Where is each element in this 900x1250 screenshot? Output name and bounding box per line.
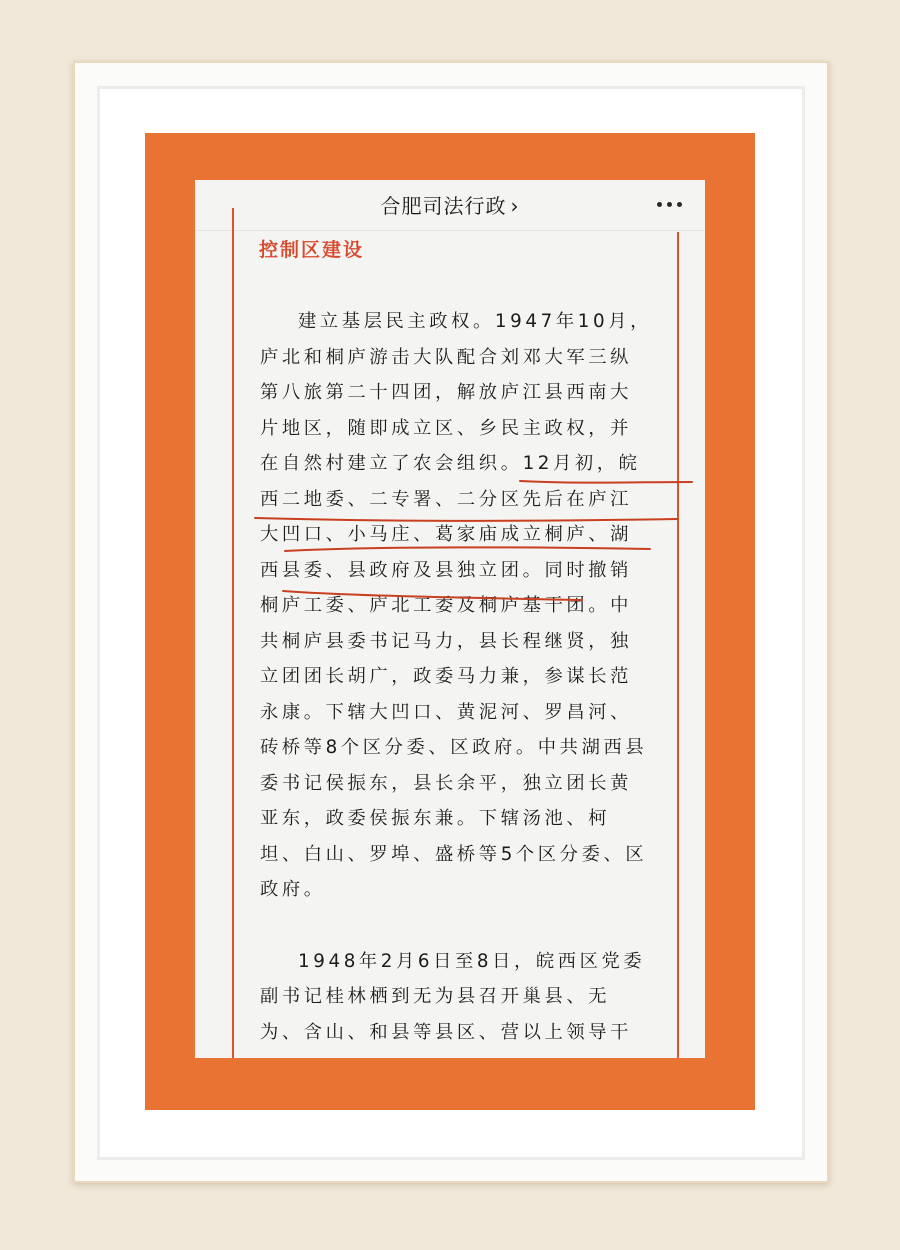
- article-line: 庐北和桐庐游击大队配合刘邓大军三纵: [260, 346, 632, 368]
- article-line: 永康。下辖大凹口、黄泥河、罗昌河、: [260, 701, 632, 723]
- more-dot: [667, 202, 672, 207]
- more-dot: [677, 202, 682, 207]
- article-line: 坦、白山、罗埠、盛桥等5个区分委、区: [260, 843, 648, 865]
- paragraph-1: [260, 304, 654, 908]
- nav-bar: [195, 180, 705, 231]
- paragraph-gap: [260, 908, 654, 944]
- section-title: 控制区建设: [259, 239, 365, 261]
- article-line: 大凹口、小马庄、葛家庙成立桐庐、湖: [260, 524, 632, 545]
- article-line: 亚东，政委侯振东兼。下辖汤池、柯: [260, 808, 611, 829]
- article-body: [260, 304, 654, 1050]
- right-border-line: [677, 232, 679, 1058]
- account-title-link[interactable]: [195, 190, 705, 219]
- left-border-line: [232, 208, 234, 1058]
- article-line: 第八旅第二十四团，解放庐江县西南大: [260, 382, 632, 403]
- article-line: 为、含山、和县等县区、营以上领导干: [260, 1021, 632, 1043]
- more-dots-icon[interactable]: [655, 192, 685, 216]
- article-line: 桐庐工委、庐北工委及桐庐基干团。中: [260, 595, 632, 616]
- article-line: 副书记桂林栖到无为县召开巢县、无: [260, 986, 611, 1007]
- more-dot: [657, 202, 662, 207]
- article-line: 西二地委、二专署、二分区先后在庐江: [260, 488, 632, 510]
- paragraph-2: [260, 944, 654, 1051]
- article-line: 政府。: [260, 879, 326, 900]
- article-line: 1948年2月6日至8日，皖西区党委: [298, 950, 646, 972]
- article-line: 委书记侯振东，县长余平，独立团长黄: [260, 772, 632, 794]
- phone-screenshot: [195, 180, 705, 1058]
- article-line: 共桐庐县委书记马力，县长程继贤，独: [260, 630, 632, 652]
- article-line: 砖桥等8个区分委、区政府。中共湖西县: [260, 737, 648, 758]
- article-line: 建立基层民主政权。1947年10月，: [298, 311, 652, 332]
- article-line: 西县委、县政府及县独立团。同时撤销: [260, 559, 632, 581]
- account-name: 合肥司法行政: [380, 194, 507, 218]
- article-line: 片地区，随即成立区、乡民主政权，并: [260, 417, 632, 439]
- article-line: 在自然村建立了农会组织。12月初，皖: [260, 453, 641, 474]
- article-line: 立团团长胡广，政委马力兼，参谋长范: [260, 666, 632, 687]
- chevron-right-icon: ›: [510, 194, 520, 218]
